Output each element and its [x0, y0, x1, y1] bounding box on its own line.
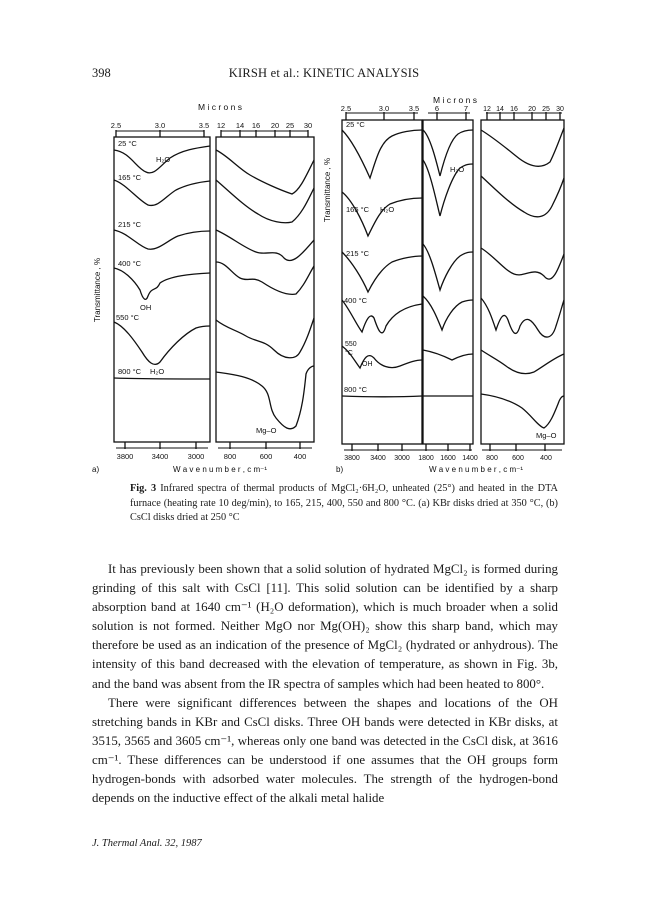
body-text: [92, 560, 558, 808]
fig-a-top-tick: 12: [216, 121, 226, 130]
caption-text: Infrared spectra of thermal products of MgCl₂·6H₂O, unheated (25°) and heated in the DTA furnace (heating rate 10 deg/min), to 165, 215, 400, 550 and 800 °C. (a) KBr disks dried at 350 °C, (b) CsCl disks dried at 250 °C: [130, 483, 558, 523]
fig-a-curve-550C-right: [216, 318, 314, 358]
fig-a-curve-label: 165 °C: [118, 173, 142, 182]
fig-a-x-axis-label: W a v e n u m b e r , c m⁻¹: [172, 465, 268, 474]
figure-caption: [130, 482, 558, 526]
fig-a-top-tick: 20: [270, 121, 280, 130]
fig-b-bottom-tick: 3400: [370, 455, 386, 462]
fig-b-top-tick: 20: [528, 106, 536, 113]
fig-b-curve-label: 215 °C: [346, 249, 370, 258]
fig-b-curve-label: 25 °C: [346, 120, 365, 129]
fig-b-bottom-tick: 1600: [440, 455, 456, 462]
fig-b-curve-400C-right: [481, 298, 564, 337]
fig-b-bottom-tick: 600: [512, 455, 524, 462]
fig-a-curve-label: 215 °C: [118, 220, 142, 229]
fig-b-curve-label: °C: [345, 350, 353, 357]
fig-a-curve-label: H₂O: [150, 367, 165, 376]
fig-b-curve-label: H₂O: [380, 205, 395, 214]
fig-a-curve-215C-right: [216, 230, 314, 261]
fig-b-bottom-tick: 3000: [394, 455, 410, 462]
fig-a-panel-label: a): [92, 465, 100, 474]
fig-a-curve-label: 400 °C: [118, 259, 142, 268]
fig-a-bottom-tick: 3800: [116, 452, 134, 461]
fig-a-curve-550C-left: [114, 322, 210, 364]
fig-a-top-tick: 14: [235, 121, 245, 130]
journal-footer: J. Thermal Anal. 32, 1987: [92, 838, 202, 849]
fig-b-y-axis-label: Transmittance , %: [323, 157, 332, 223]
fig-a-curve-label: 25 °C: [118, 139, 137, 148]
fig-a-top-tick: 3.0: [154, 121, 166, 130]
fig-b-top-tick: 3.5: [408, 104, 420, 113]
fig-b-curve-165C-mid: [423, 160, 473, 216]
fig-a-curve-label: OH: [140, 303, 152, 312]
paragraph: It has previously been shown that a solid solution of hydrated MgCl₂ is formed during grinding of this salt with CsCl [11]. This solid solution can be identified by a sharp absorption band at 1640 cm⁻¹ (H₂O deformation), which is much broader when a solid solution is not formed. Neither MgO nor Mg(OH)₂ show this sharp band, which may therefore be used as an indication of the presence of MgCl₂ (hydrated or anhydrous). The intensity of this band decreased with the elevation of temperature, as shown in Fig. 3b, and the band was absent from the IR spectra of samples which had been heated to 800°.: [92, 562, 558, 691]
fig-b-panel-label: b): [336, 465, 344, 474]
fig-a-bottom-tick: 3000: [187, 452, 205, 461]
fig-b-curve-label: 165 °C: [346, 205, 370, 214]
fig-b-x-axis-label: W a v e n u m b e r , c m⁻¹: [428, 465, 524, 474]
fig-b-top-tick: 3.0: [378, 104, 390, 113]
fig-b-top-tick: 2.5: [340, 104, 352, 113]
fig-a-top-tick: 30: [303, 121, 313, 130]
fig-a-bottom-tick: 600: [259, 452, 273, 461]
caption-label: Fig. 3: [130, 483, 157, 494]
fig-a-curve-label: H₂O: [156, 155, 171, 164]
fig-b-panel-left-frame: [342, 120, 422, 444]
fig-b-top-tick: 7: [463, 104, 469, 113]
fig-a-top-tick: 16: [251, 121, 261, 130]
fig-b-bottom-tick: 400: [540, 455, 552, 462]
fig-a-bottom-tick: 400: [293, 452, 307, 461]
fig-b-bottom-tick: 3800: [344, 455, 360, 462]
fig-a-curve-800C-left: [114, 378, 210, 379]
fig-b-curve-400C-mid: [423, 296, 473, 330]
fig-a-top-tick: 2.5: [110, 121, 122, 130]
fig-b-curve-165C-right: [481, 176, 564, 217]
fig-b-curve-25C-left: [342, 130, 422, 178]
fig-a-curve-label: 800 °C: [118, 367, 142, 376]
fig-b-curve-label: 800 °C: [344, 385, 368, 394]
fig-b-curve-label: 550: [345, 341, 357, 348]
fig-a-curve-215C-left: [114, 230, 210, 249]
fig-b-top-tick: 14: [496, 106, 504, 113]
fig-a-curve-400C-right: [216, 262, 314, 294]
fig-a-bottom-tick: 3400: [151, 452, 169, 461]
fig-a-curve-label: Mg–O: [256, 426, 277, 435]
fig-a-top-axis-label: M i c r o n s: [198, 102, 242, 112]
fig-b-curve-215C-right: [481, 248, 564, 279]
paragraph: There were significant differences between the shapes and locations of the OH stretching bands in KBr and CsCl disks. Three OH bands were detected in KBr disks, at 3515, 3565 and 3605 cm⁻¹, whereas only one band was detected in the CsCl disk, at 3616 cm⁻¹. These differences can be understood if one assumes that the OH groups form hydrogen-bonds with adsorbed water molecules. The strength of the hydrogen-bond depends on the inductive effect of the alkali metal halide: [92, 695, 558, 806]
fig-b-curve-550C-right: [481, 350, 564, 374]
fig-b-curve-550C-mid: [423, 350, 473, 360]
fig-a-top-tick: 3.5: [198, 121, 210, 130]
fig-b-curve-label: 400 °C: [344, 296, 368, 305]
fig-a-curve-165C-left: [114, 180, 210, 205]
fig-b-bottom-tick: 1400: [462, 455, 478, 462]
fig-a-bottom-tick: 800: [223, 452, 237, 461]
fig-b-curve-800C-right: [481, 394, 564, 428]
fig-a-y-axis-label: Transmittance , %: [93, 257, 102, 323]
fig-b-bottom-tick: 800: [486, 455, 498, 462]
fig-b-curve-550C-left: [342, 346, 422, 368]
page-number: 398: [92, 66, 111, 80]
fig-a-curve-25C-right: [216, 150, 314, 194]
fig-b-top-axis-label: M i c r o n s: [433, 95, 477, 105]
fig-b-curve-215C-mid: [423, 244, 473, 290]
fig-a-curve-400C-left: [114, 268, 210, 299]
fig-b-curve-label: H₂O: [450, 165, 465, 174]
fig-a-curve-800C-right: [216, 366, 314, 429]
fig-b-panel-right-frame: [481, 120, 564, 444]
fig-b-curve-800C-left: [342, 396, 422, 397]
running-head: KIRSH et al.: KINETIC ANALYSIS: [228, 66, 420, 80]
fig-b-curve-165C-left: [342, 192, 422, 236]
fig-b-curve-label: Mg–O: [536, 431, 557, 440]
fig-b-curve-25C-mid: [423, 130, 473, 176]
fig-a-top-tick: 25: [285, 121, 295, 130]
fig-b-top-tick: 12: [483, 106, 491, 113]
fig-b-bottom-tick: 1800: [418, 455, 434, 462]
fig-b-top-tick: 30: [556, 106, 564, 113]
fig-b-curve-25C-right: [481, 128, 564, 166]
fig-b-top-tick: 6: [434, 104, 440, 113]
fig-b-top-tick: 25: [542, 106, 550, 113]
fig-a-curve-label: 550 °C: [116, 313, 140, 322]
fig-b-curve-label: OH: [362, 361, 373, 368]
fig-b-top-tick: 16: [510, 106, 518, 113]
fig-b-curve-215C-left: [342, 252, 422, 292]
